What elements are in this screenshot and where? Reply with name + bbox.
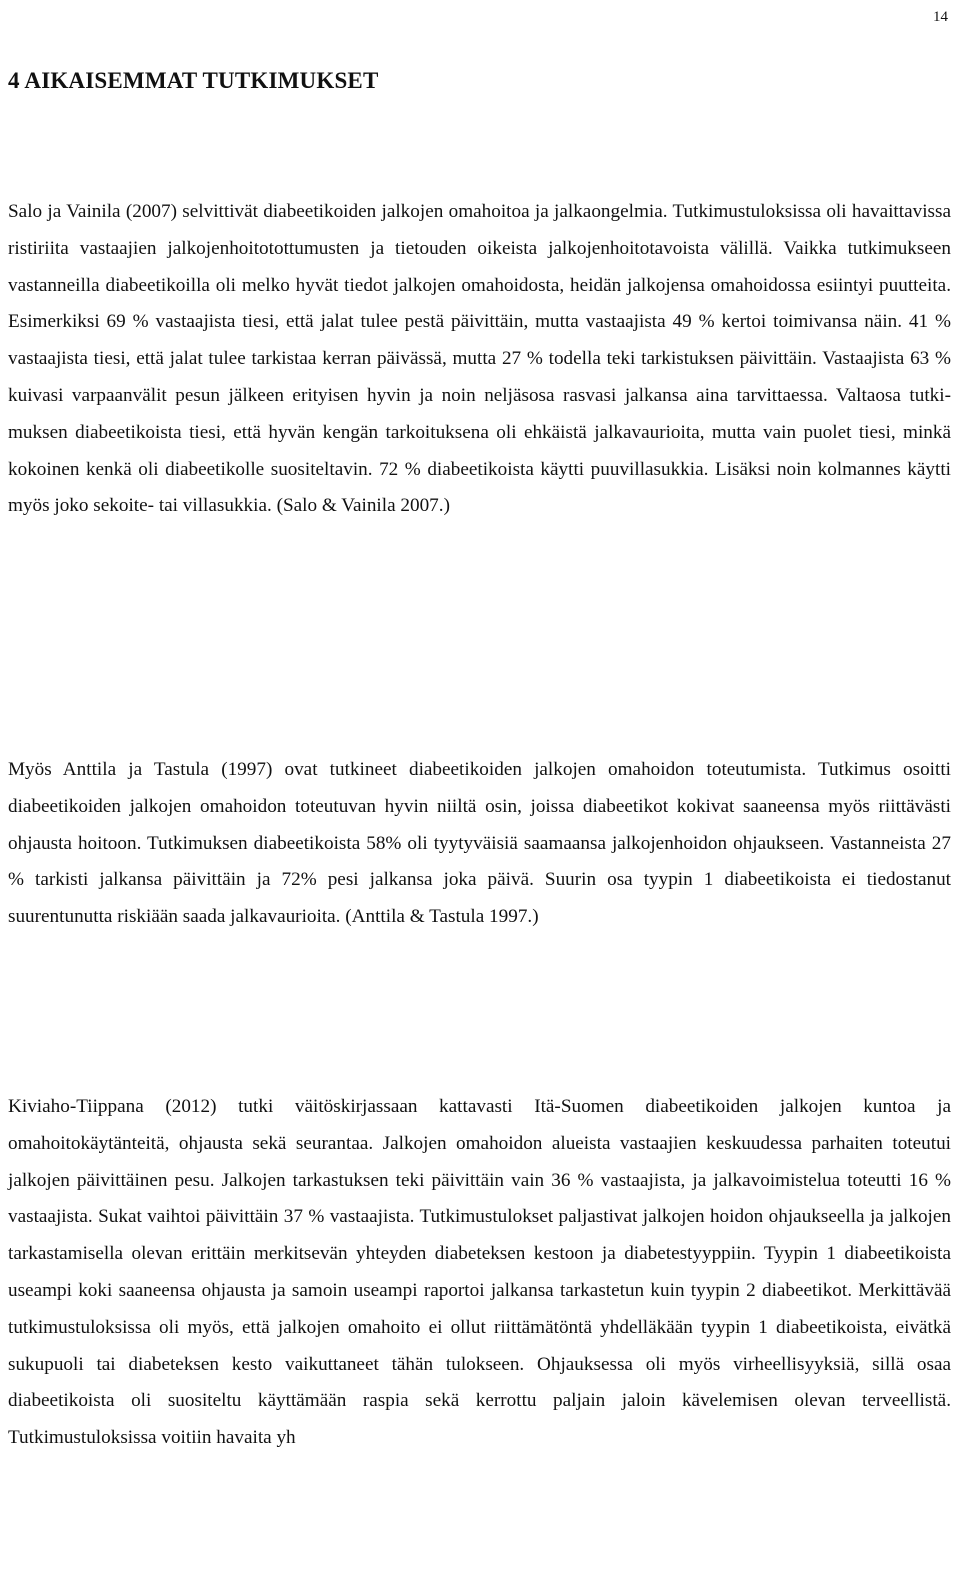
page-number: 14: [933, 9, 948, 25]
section-heading: 4 AIKAISEMMAT TUTKIMUKSET: [8, 68, 379, 93]
paragraph-anttila-tastula: Myös Anttila ja Tastula (1997) ovat tutkineet diabeetikoiden jalkojen omahoidon toteutumista. Tutkimus osoitti diabeetikoiden jalkojen omahoidon toteutuvan hyvin niiltä osin, joissa diabeetikot kokivat saaneensa myös riittävästi ohjausta hoitoon. Tutkimuksen diabeetikoista 58% oli tyytyväisiä saamaansa jalkojenhoidon ohjaukseen. Vastanneista 27 % tarkisti jalkansa päivittäin ja 72% pesi jalkansa joka päivä. Suurin osa tyypin 1 diabeetikoista ei tiedostanut suurentunutta riskiään saada jalkavaurioita. (Anttila & Tastula 1997.): [8, 759, 951, 928]
paragraph-kiviaho-tiippana: Kiviaho-Tiippana (2012) tutki väitöskirjassaan kattavasti Itä-Suomen diabeetikoiden jalkojen kuntoa ja omahoitokäytänteitä, ohjausta sekä seurantaa. Jalkojen omahoidon alueista vastaajien keskuudessa parhaiten toteutui jalkojen päivittäinen pesu. Jalkojen tarkastuksen teki päivittäin vain 36 % vastaajista, ja jalkavoimistelua toteutti 16 % vastaajista. Sukat vaihtoi päivittäin 37 % vastaajista. Tutkimustulokset paljastivat jalkojen hoidon ohjaukseella ja jalkojen tarkastamisella olevan erittäin merkitsevän yhteyden diabeteksen kestoon ja diabetestyyppiin. Tyypin 1 diabeetikoista useampi koki saaneensa ohjausta ja samoin useampi raportoi jalkansa tarkastetun kuin tyypin 2 diabeetikot. Merkittävää tutkimustuloksissa oli myös, että jalkojen omahoito ei ollut riittämätöntä yhdelläkään tyypin 1 diabeetikoista, eivätkä sukupuoli tai diabeteksen kesto vaikuttaneet tähän tulokseen. Ohjauksessa oli myös virheellisyyksiä, sillä osaa diabeetikoista oli suositeltu käyttämään raspia sekä kerrottu paljain jaloin kävelemisen olevan terveellistä. Tutkimustuloksissa voitiin havaita yh: [8, 1096, 951, 1449]
paragraph-salo-vainila: Salo ja Vainila (2007) selvittivät diabeetikoiden jalkojen omahoitoa ja jalkaongelmia. Tutkimustuloksissa oli havaittavissa ristiriita vastaajien jalkojenhoitotottumusten ja tietouden oikeista jalkojenhoitotavoista välillä. Vaikka tutkimukseen vastanneilla diabeetikoilla oli melko hyvät tiedot jalkojen omahoidosta, heidän jalkojensa omahoidossa esiintyi puutteita. Esimerkiksi 69 % vastaajista tiesi, että jalat tulee pestä päivittäin, mutta vastaajista 49 % kertoi toimivansa näin. 41 % vastaajista tiesi, että jalat tulee tarkistaa kerran päivässä, mutta 27 % todella teki tarkistuksen päivittäin. Vastaajista 63 % kuivasi varpaanvälit pesun jälkeen erityisen hyvin ja noin neljäsosa rasvasi jalkansa aina tarvittaessa. Valtaosa tutkimuksen diabeetikoista tiesi, että hyvän kengän tarkoituksena oli ehkäistä jalkavaurioita, mutta vain puolet tiesi, minkä kokoinen kenkä oli diabeetikolle suositeltavin. 72 % diabeetikoista käytti puuvillasukkia. Lisäksi noin kolmannes käytti myös joko sekoite- tai villasukkia. (Salo & Vainila 2007.): [8, 201, 951, 517]
